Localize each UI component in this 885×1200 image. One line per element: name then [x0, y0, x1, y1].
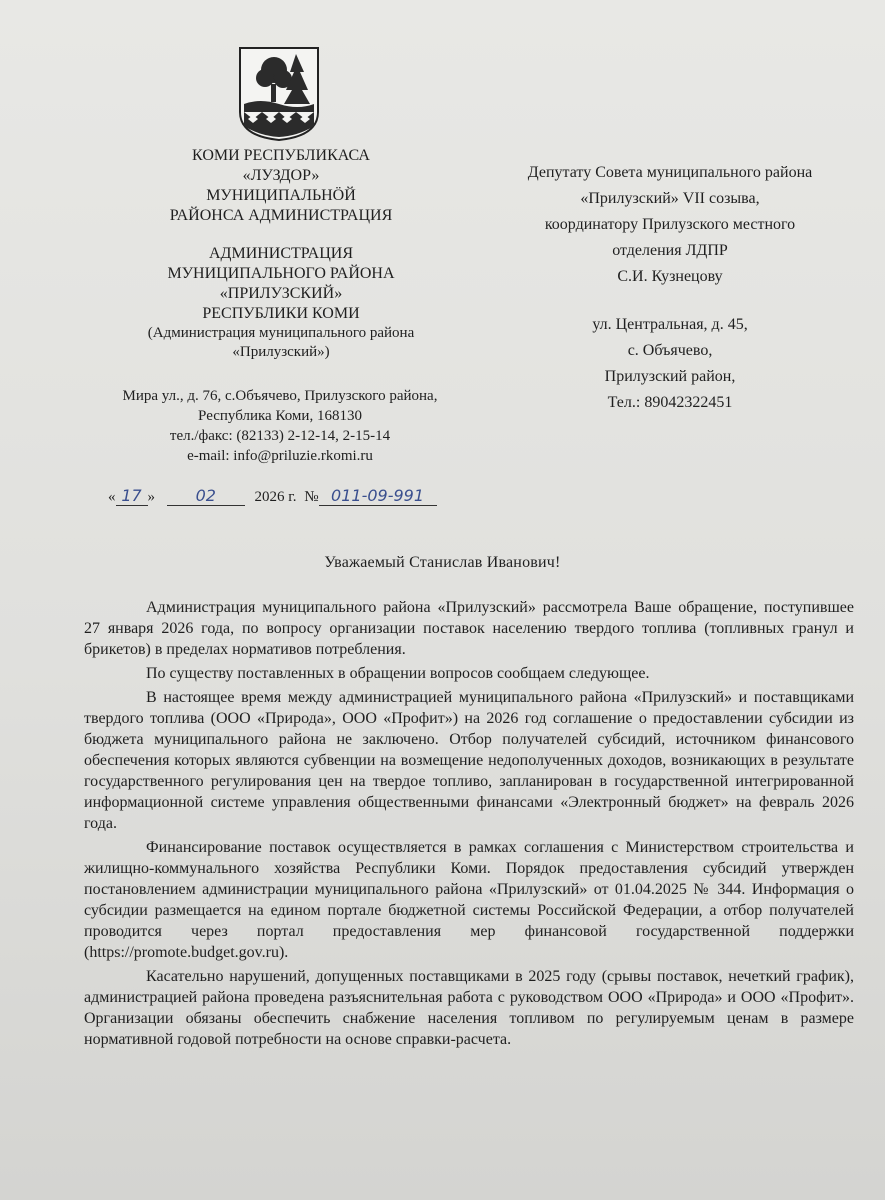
letter-body	[84, 597, 854, 1053]
sender-short-name-line: «Прилузский»)	[232, 344, 330, 360]
sender-header	[96, 146, 466, 362]
sender-short-name-line: (Администрация муниципального района	[147, 325, 415, 341]
letter-greeting: Уважаемый Станислав Иванович!	[324, 554, 561, 571]
sender-name-komi-line: МУНИЦИПАЛЬНӦЙ	[206, 187, 356, 204]
addressee-line: Депутату Совета муниципального района	[527, 164, 813, 181]
reg-month: 02	[167, 486, 245, 506]
addressee-block	[470, 160, 870, 416]
sender-address-line: Мира ул., д. 76, с.Объячево, Прилузского района,	[122, 388, 438, 404]
sender-name-komi-line: КОМИ РЕСПУБЛИКАСА	[192, 147, 370, 164]
addressee-line: отделения ЛДПР	[612, 242, 728, 259]
sender-phone: тел./факс: (82133) 2-12-14, 2-15-14	[169, 428, 391, 444]
sender-contacts	[90, 386, 470, 466]
sender-email: e-mail: info@priluzie.rkomi.ru	[187, 448, 373, 464]
addressee-address-line: ул. Центральная, д. 45,	[592, 316, 748, 333]
reg-year: 2026 г.	[254, 489, 297, 505]
sender-name-komi-line: «ЛУЗДОР»	[242, 167, 320, 184]
district-emblem-icon	[238, 46, 320, 142]
registration-line	[108, 486, 437, 506]
addressee-line: координатору Прилузского местного	[544, 216, 796, 233]
body-paragraph: Финансирование поставок осуществляется в рамках соглашения с Министерством строительства и жилищно-коммунального хозяйства Республики Коми. Порядок предоставления субсидий утвержден постановлением администрации муниципального района «Прилузский» от 01.04.2025 № 344. Информация о субсидии размещается на едином портале бюджетной системы Российской Федерации, а отбор получателей проводится через портал предоставления мер финансовой государственной поддержки (https://promote.budget.gov.ru).	[84, 839, 854, 961]
addressee-address-line: Тел.: 89042322451	[607, 394, 733, 411]
body-paragraph: Администрация муниципального района «Прилузский» рассмотрела Ваше обращение, поступившее 27 января 2026 года, по вопросу организации поставок населению твердого топлива (топливных гранул и брикетов) в пределах нормативов потребления.	[84, 599, 854, 658]
body-paragraph: В настоящее время между администрацией муниципального района «Прилузский» и поставщиками твердого топлива (ООО «Природа», ООО «Профит») на 2026 год соглашение о предоставлении субсидии из бюджета муниципального района не заключено. Отбор получателей субсидий, источником финансового обеспечения которых являются субвенции на возмещение недополученных доходов, возникающих в результате государственного регулирования цен на твердое топливо, запланирован в государственной интегрированной информационной системе управления общественными финансами «Электронный бюджет» на февраль 2026 года.	[84, 689, 854, 832]
sender-name-ru-line: МУНИЦИПАЛЬНОГО РАЙОНА	[167, 265, 395, 282]
sender-name-ru-line: РЕСПУБЛИКИ КОМИ	[202, 305, 360, 322]
date-close-quote: »	[147, 489, 155, 505]
addressee-line: «Прилузский» VII созыва,	[580, 190, 760, 207]
sender-address-line: Республика Коми, 168130	[198, 408, 362, 424]
body-paragraph: По существу поставленных в обращении вопросов сообщаем следующее.	[146, 665, 650, 682]
sender-name-ru-line: «ПРИЛУЗСКИЙ»	[219, 285, 343, 302]
addressee-line: С.И. Кузнецову	[617, 268, 723, 285]
date-open-quote: «	[108, 489, 116, 505]
reg-day: 17	[116, 486, 148, 506]
reg-number-label: №	[304, 489, 319, 505]
sender-name-ru-line: АДМИНИСТРАЦИЯ	[209, 245, 353, 262]
sender-name-komi-line: РАЙОНСА АДМИНИСТРАЦИЯ	[169, 207, 393, 224]
body-paragraph: Касательно нарушений, допущенных поставщиками в 2025 году (срывы поставок, нечеткий график), администрацией района проведена разъяснительная работа с руководством ООО «Природа» и ООО «Профит». Организации обязаны обеспечить снабжение населения топливом по регулируемым ценам в размере нормативной годовой потребности на основе справки-расчета.	[84, 968, 854, 1048]
addressee-address-line: Прилузский район,	[604, 368, 736, 385]
reg-number: 011-09-991	[319, 486, 437, 506]
addressee-address-line: с. Объячево,	[627, 342, 713, 359]
